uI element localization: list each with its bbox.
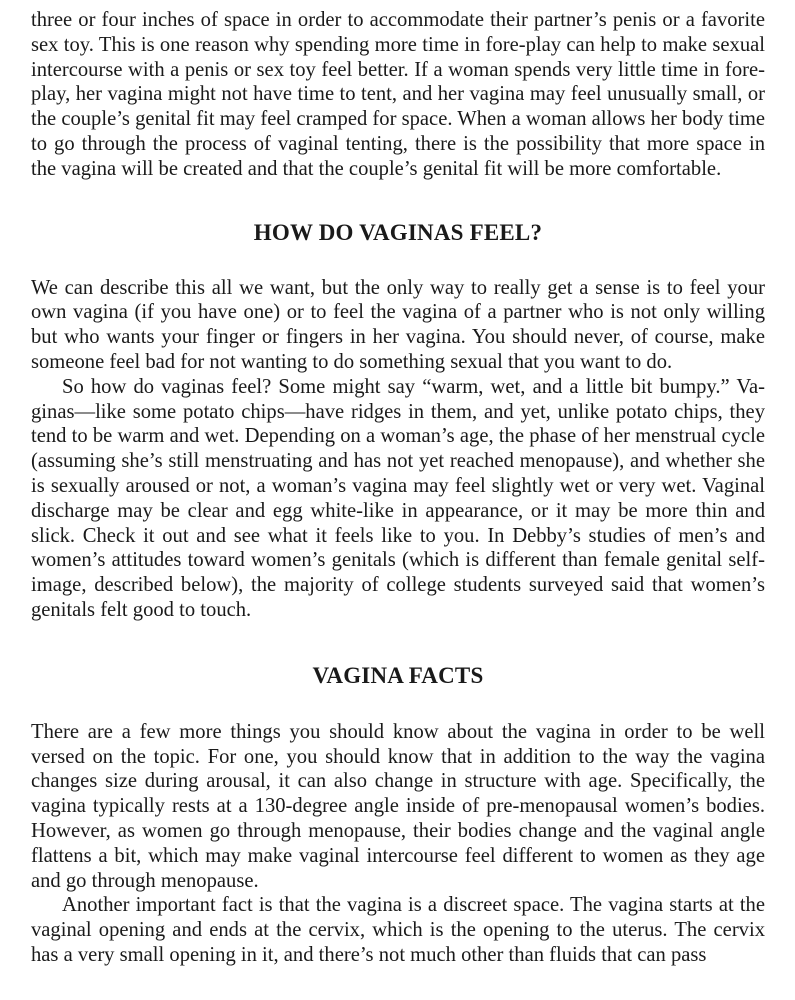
paragraph: So how do vaginas feel? Some might say “warm, wet, and a little bit bumpy.” Vaginas—like some potato chips—have ridges in them, and yet, unlike potato chips, they tend to be warm and wet. Depending on a woman’s age, the phase of her menstrual cycle (assuming she’s still menstruating and has not yet reached menopause), and whether she is sexually aroused or not, a woman’s vagina may feel slightly wet or very wet. Vaginal discharge may be clear and egg white-like in appearance, or it may be more thin and slick. Check it out and see what it feels like to you. In Debby’s studies of men’s and women’s attitudes toward women’s genitals (which is different than female genital self-image, described below), the majority of college students surveyed said that women’s genitals felt good to touch. — [31, 375, 765, 621]
section-heading-vagina-facts: VAGINA FACTS — [312, 662, 484, 688]
section-heading-how-do-vaginas-feel: HOW DO VAGINAS FEEL? — [253, 219, 543, 245]
paragraph: We can describe this all we want, but the only way to really get a sense is to feel your own vagina (if you have one) or to feel the vagina of a partner who is not only willing but who wants your finger or fingers in her vagina. You should never, of course, make someone feel bad for not wanting to do something sexual that you want to do. — [31, 276, 765, 373]
paragraph: Another important fact is that the vagina is a discreet space. The vagina starts at the vaginal opening and ends at the cervix, which is the opening to the uterus. The cervix has a very small opening in it, and there’s not much other than fluids that can pass — [31, 894, 765, 966]
paragraph-intro: three or four inches of space in order to accommodate their partner’s penis or a favorite sex toy. This is one reason why spending more time in fore-play can help to make sexual intercourse with a penis or sex toy feel better. If a woman spends very little time in fore-play, her vagina might not have time to tent, and her vagina may feel unusually small, or the couple’s genital fit may feel cramped for space. When a woman allows her body time to go through the process of vaginal tenting, there is the possibility that more space in the vagina will be created and that the couple’s genital fit will be more comfortable. — [31, 9, 765, 180]
paragraph: There are a few more things you should know about the vagina in order to be well versed on the topic. For one, you should know that in addition to the way the vagina changes size during arousal, it can also change in structure with age. Specifically, the vagina typically rests at a 130-degree angle inside of pre-menopausal women’s bodies. However, as women go through menopause, their bodies change and the vaginal angle flattens a bit, which may make vaginal intercourse feel different to women as they age and go through menopause. — [31, 720, 765, 892]
book-page — [31, 8, 765, 968]
